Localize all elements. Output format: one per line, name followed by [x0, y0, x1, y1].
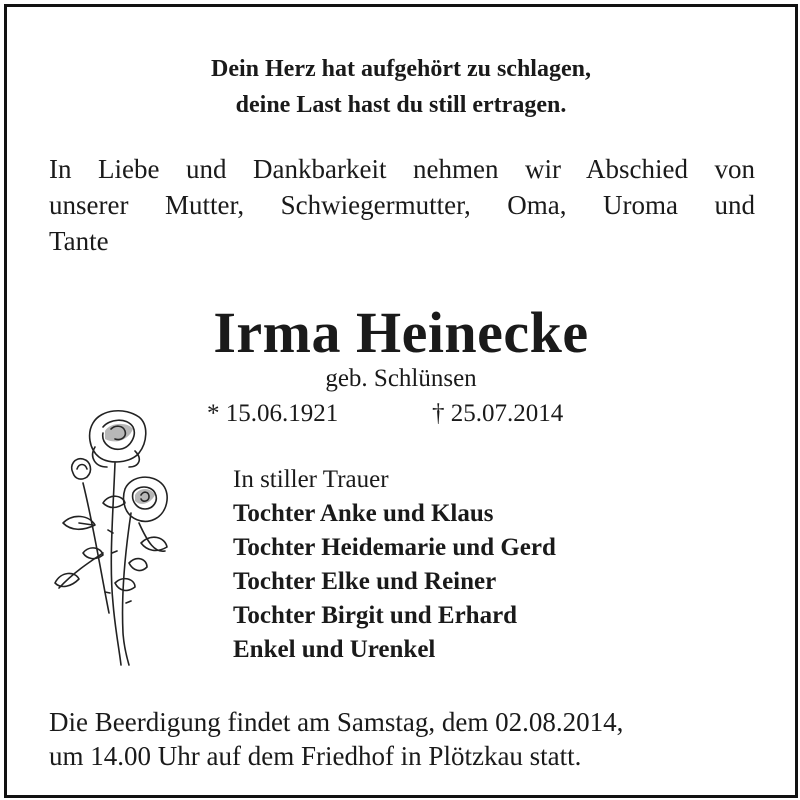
death-date: † 25.07.2014 [432, 400, 564, 427]
verse-line-1: Dein Herz hat aufgehört zu schlagen, [211, 56, 591, 82]
rose-icon [43, 403, 173, 673]
intro-text [49, 151, 755, 259]
mourner-4: Tochter Birgit und Erhard [233, 602, 518, 629]
mourner-3: Tochter Elke und Reiner [233, 568, 497, 595]
birth-date: * 15.06.1921 [207, 400, 339, 427]
intro-line-3: Tante [49, 226, 109, 256]
deceased-name: Irma Heinecke [213, 300, 589, 365]
mourner-1: Tochter Anke und Klaus [233, 500, 494, 527]
intro-line-2: unserer Mutter, Schwiegermutter, Oma, Uroma und [49, 190, 755, 220]
mourners-lead: In stiller Trauer [233, 466, 389, 493]
obituary-frame [4, 4, 798, 798]
birth-name: geb. Schlünsen [325, 365, 477, 392]
mourner-5: Enkel und Urenkel [233, 636, 436, 663]
intro-line-1: In Liebe und Dankbarkeit nehmen wir Abschied von [49, 154, 755, 184]
verse [7, 51, 795, 123]
funeral-line-2: um 14.00 Uhr auf dem Friedhof in Plötzkau statt. [49, 741, 582, 771]
funeral-info [49, 705, 769, 773]
mourner-2: Tochter Heidemarie und Gerd [233, 534, 556, 561]
verse-line-2: deine Last hast du still ertragen. [235, 92, 567, 118]
funeral-line-1: Die Beerdigung findet am Samstag, dem 02.08.2014, [49, 707, 624, 737]
mourners-list [233, 463, 733, 667]
